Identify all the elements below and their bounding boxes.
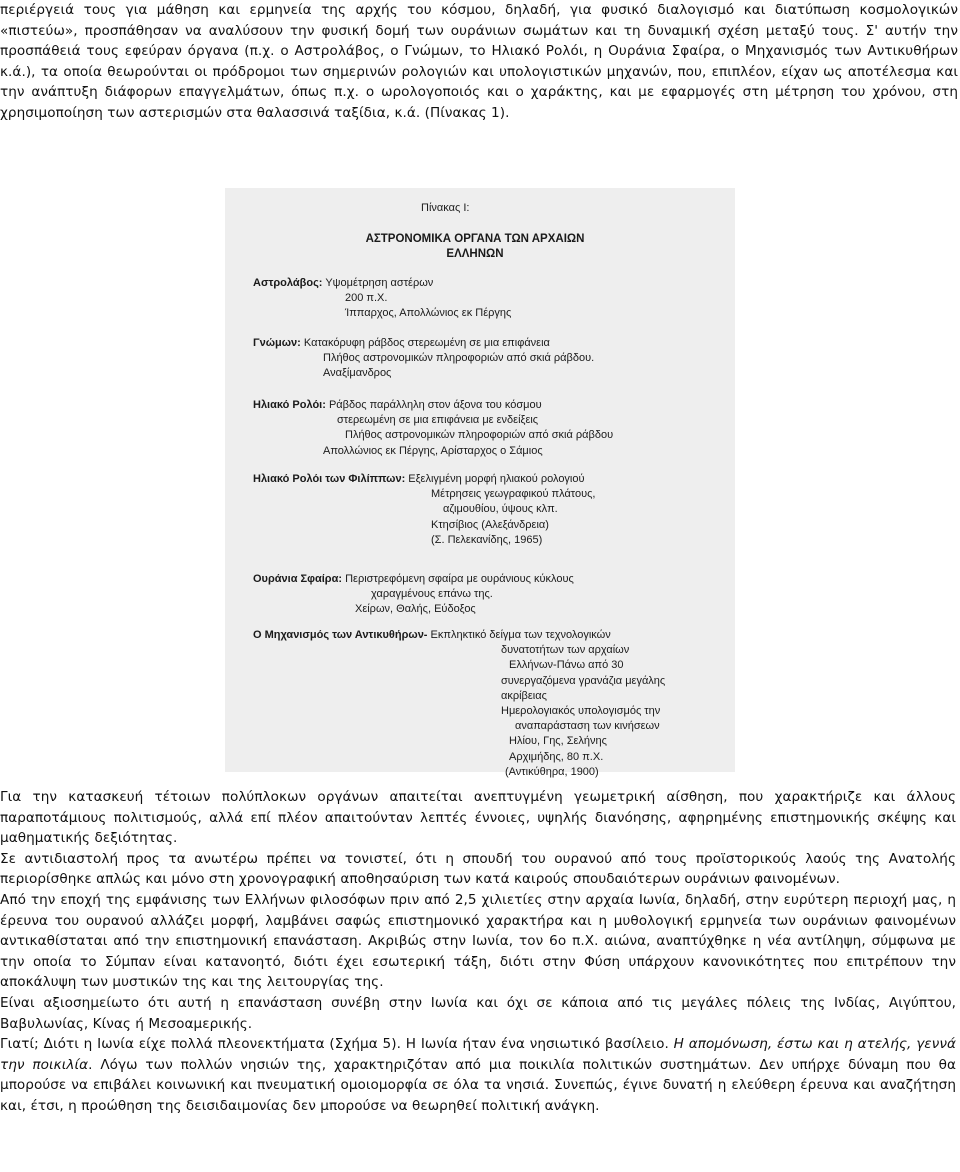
entry-celestial-sphere <box>253 572 723 618</box>
entry-line: Ελλήνων-Πάνω από 30 <box>509 659 624 672</box>
entry-line: Υψομέτρηση αστέρων <box>325 277 434 289</box>
table-1-scan <box>225 188 735 778</box>
entry-line: Χείρων, Θαλής, Εύδοξος <box>355 603 476 616</box>
entry-gnomon <box>253 336 723 382</box>
entry-line: Εξελιγμένη μορφή ηλιακού ρολογιού <box>408 473 585 485</box>
entry-line: στερεωμένη σε μια επιφάνεια με ενδείξεις <box>337 414 539 427</box>
entry-name: Γνώμων: <box>253 337 301 349</box>
body-text <box>0 787 958 1117</box>
entry-line: Αναξίμανδρος <box>323 367 392 380</box>
entry-line: Πλήθος αστρονομικών πληροφοριών από σκιά ράβδου <box>345 429 614 442</box>
paragraph-why-ionia <box>0 1034 958 1116</box>
entry-line: Εκπληκτικό δείγμα των τεχνολογικών <box>430 629 611 641</box>
entry-philippi-sundial <box>253 472 723 548</box>
entry-name: Ο Μηχανισμός των Αντικυθήρων- <box>253 629 428 641</box>
text-run: Γιατί; Διότι η Ιωνία είχε πολλά πλεονεκτήματα (Σχήμα 5). Η Ιωνία ήταν ένα νησιωτικό βασίλειο. <box>0 1036 674 1053</box>
table-title: ΑΣΤΡΟΝΟΜΙΚΑ ΟΡΓΑΝΑ ΤΩΝ ΑΡΧΑΙΩΝ ΕΛΛΗΝΩΝ <box>365 233 585 260</box>
entry-line: Κτησίβιος (Αλεξάνδρεια) <box>431 518 549 531</box>
entry-astrolabe <box>253 276 723 322</box>
entry-line: αναπαράσταση των κινήσεων <box>515 720 660 733</box>
paragraph-contrast: Σε αντιδιαστολή προς τα ανωτέρω πρέπει να τονιστεί, ότι η σπουδή του ουρανού από τους προϊστορικούς λαούς της Ανατολής περιορίσθηκε απλώς και μόνο στη χρονογραφική αποθησαύριση των κατά καιρούς σπουδαιότερων ουράνιων φαινομένων. <box>0 850 956 888</box>
entry-name: Ηλιακό Ρολόι: <box>253 399 326 411</box>
entry-line: Περιστρεφόμενη σφαίρα με ουράνιους κύκλους <box>345 573 574 585</box>
entry-line: 200 π.Χ. <box>345 292 388 305</box>
entry-line: χαραγμένους επάνω της. <box>371 588 493 601</box>
entry-name: Ηλιακό Ρολόι των Φιλίππων: <box>253 473 406 485</box>
paragraph-ionia-philosophers: Από την εποχή της εμφάνισης των Ελλήνων φιλοσόφων πριν από 2,5 χιλιετίες στην αρχαία Ιωνία, δηλαδή, στην ευρύτερη περιοχή μας, η έρευνα του ουρανού αλλάζει μορφή, λαμβάνει σαφώς επιστημονικό χαρακτήρα και η μυθολογική ερμηνεία των ουράνιων φαινομένων αντικαθίσταται από την επιστημονική επανάσταση. Ακριβώς στην Ιωνία, τον 6ο π.Χ. αιώνα, αναπτύχθηκε η νέα αντίληψη, σύμφωνα με την οποία το Σύμπαν είναι κατανοητό, διότι έχει εσωτερική τάξη, διότι στην Φύση υπάρχουν κανονικότητες που επιτρέπουν την αποκάλυψη των μυστικών της και της λειτουργίας της. <box>0 891 956 991</box>
entry-antikythera-mechanism <box>253 628 723 780</box>
entry-name: Ουράνια Σφαίρα: <box>253 573 343 585</box>
italic-text-run: Η απομόνωση, έστω και η ατελής, γεννά την ποικιλία <box>0 1036 956 1073</box>
entry-line: Πλήθος αστρονομικών πληροφοριών από σκιά ράβδου. <box>323 352 595 365</box>
entry-line: Ράβδος παράλληλη στον άξονα του κόσμου <box>328 399 542 411</box>
entry-line: Ηλίου, Γης, Σελήνης <box>509 735 607 748</box>
entry-sundial <box>253 398 723 459</box>
entry-line: (Σ. Πελεκανίδης, 1965) <box>431 533 543 546</box>
entry-name: Αστρολάβος: <box>253 277 323 289</box>
paragraph-construction: Για την κατασκευή τέτοιων πολύπλοκων οργάνων απαιτείται ανεπτυγμένη γεωμετρική αίσθηση, που χαρακτήριζε και άλλους παραποτάμιους πολιτισμούς, αλλά επί πλέον απαιτούνταν λεπτές έννοιες, υψηλής διανόησης, αφηρημένης επιστημονικής σκέψης και μαθηματικής δεξιότητας. <box>0 789 956 847</box>
paragraph-revolution-ionia: Είναι αξιοσημείωτο ότι αυτή η επανάσταση συνέβη στην Ιωνία και όχι σε κάποια από τις μεγάλες πόλεις της Ινδίας, Αιγύπτου, Βαβυλωνίας, Κίνας ή Μεσοαμερικής. <box>0 994 956 1032</box>
entry-line: αζιμουθίου, ύψους κλπ. <box>443 503 558 516</box>
entry-line: Μέτρησεις γεωγραφικού πλάτους, <box>431 488 596 501</box>
entry-line: Ημερολογιακός υπολογισμός την <box>501 705 661 718</box>
entry-line: δυνατοτήτων των αρχαίων <box>501 644 630 657</box>
entry-line: (Αντικύθηρα, 1900) <box>505 765 599 778</box>
table-label: Πίνακας Ι: <box>421 202 470 214</box>
entry-line: Αρχιμήδης, 80 π.Χ. <box>509 750 604 763</box>
text-run: . Λόγω των πολλών νησιών της, χαρακτηριζόταν από μια ποικιλία πολιτικών συστημάτων. Δεν υπήρχε δύναμη που θα μπορούσε να επιβάλει κοινωνική και πνευματική ομοιομορφία σε όλα τα νησιά. Συνεπώς, έγινε δυνατή η ελεύθερη έρευνα και αναζήτηση και, έτσι, η προώθηση της δεισιδαιμονίας δεν μπορούσε να θεωρηθεί πολιτική ανάγκη. <box>0 1056 956 1114</box>
entry-line: Κατακόρυφη ράβδος στερεωμένη σε μια επιφάνεια <box>303 337 550 349</box>
entry-line: ακρίβειας <box>501 689 547 702</box>
entry-line: συνεργαζόμενα γρανάζια μεγάλης <box>501 674 666 687</box>
entry-line: Ίππαρχος, Απολλώνιος εκ Πέργης <box>345 307 512 320</box>
intro-paragraph: περιέργειά τους για μάθηση και ερμηνεία της αρχής του κόσμου, δηλαδή, για φυσικό διαλογισμό και διατύπωση κοσμολογικών «πιστεύω», προσπάθησαν να αναλύσουν την φυσική δομή των ουράνιων σωμάτων και τη δυναμική σχέση μεταξύ τους. Σ' αυτήν την προσπάθειά τους εφεύραν όργανα (π.χ. ο Αστρολάβος, ο Γνώμων, το Ηλιακό Ρολόι, η Ουράνια Σφαίρα, ο Μηχανισμός των Αντικυθήρων κ.ά.), τα οποία θεωρούνται οι πρόδρομοι των σημερινών ρολογιών και υπολογιστικών μηχανών, που, επιπλέον, είχαν ως αποτέλεσμα και την ανάπτυξη διάφορων επαγγελμάτων, όπως π.χ. ο ωρολογοποιός και ο χαράκτης, και με εφαρμογές στη μέτρηση του χρόνου, στη χρησιμοποίηση των αστερισμών στα θαλασσινά ταξίδια, κ.ά. (Πίνακας 1). <box>0 2 958 121</box>
entry-line: Απολλώνιος εκ Πέργης, Αρίσταρχος ο Σάμιος <box>323 444 543 457</box>
